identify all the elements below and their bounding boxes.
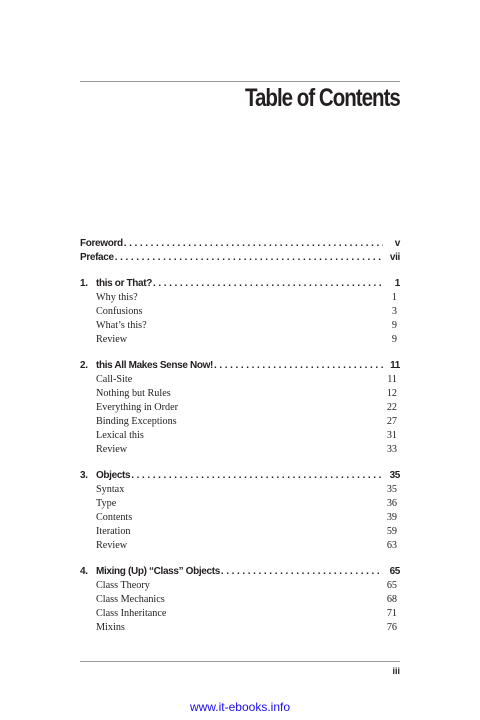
toc-chapter-2[interactable] bbox=[80, 359, 400, 373]
toc-section[interactable] bbox=[80, 621, 400, 635]
toc-entry-page: v bbox=[394, 238, 400, 249]
section-label: What’s this? bbox=[96, 320, 147, 331]
top-rule bbox=[80, 81, 400, 82]
section-page: 12 bbox=[386, 388, 397, 399]
section-page: 33 bbox=[386, 444, 397, 455]
chapter-number: 3. bbox=[80, 470, 88, 481]
section-label: Call-Site bbox=[96, 374, 133, 385]
toc-entry-foreword[interactable] bbox=[80, 237, 400, 251]
dot-leader bbox=[131, 469, 383, 483]
toc-chapter-4[interactable] bbox=[80, 565, 400, 579]
bottom-rule bbox=[80, 661, 400, 662]
section-page: 3 bbox=[391, 306, 397, 317]
section-label: Iteration bbox=[96, 526, 131, 537]
footer-link[interactable]: www.it-ebooks.info bbox=[189, 700, 291, 714]
toc-section[interactable] bbox=[80, 319, 400, 333]
toc-section[interactable] bbox=[80, 333, 400, 347]
chapter-number: 1. bbox=[80, 278, 88, 289]
toc-section[interactable] bbox=[80, 373, 400, 387]
chapter-title: Objects bbox=[96, 470, 131, 481]
page-title: Table of Contents bbox=[245, 84, 400, 112]
section-page: 35 bbox=[386, 484, 397, 495]
chapter-page: 11 bbox=[390, 360, 400, 371]
chapter-page: 1 bbox=[394, 278, 400, 289]
chapter-title: this All Makes Sense Now! bbox=[96, 360, 214, 371]
section-label: Lexical this bbox=[96, 430, 144, 441]
chapter-number: 4. bbox=[80, 566, 88, 577]
section-label: Contents bbox=[96, 512, 133, 523]
toc-entry-page: vii bbox=[389, 252, 400, 263]
toc-section[interactable] bbox=[80, 401, 400, 415]
section-label: Syntax bbox=[96, 484, 125, 495]
chapter-page: 65 bbox=[389, 566, 400, 577]
section-label: Review bbox=[96, 444, 128, 455]
section-page: 63 bbox=[386, 540, 397, 551]
toc-section[interactable] bbox=[80, 525, 400, 539]
dot-leader bbox=[115, 251, 383, 265]
section-page: 68 bbox=[386, 594, 397, 605]
toc-section[interactable] bbox=[80, 539, 400, 553]
toc-section[interactable] bbox=[80, 305, 400, 319]
chapter-title: this or That? bbox=[96, 278, 153, 289]
section-label: Mixins bbox=[96, 622, 125, 633]
toc-section[interactable] bbox=[80, 497, 400, 511]
section-label: Type bbox=[96, 498, 117, 509]
section-page: 22 bbox=[386, 402, 397, 413]
section-page: 27 bbox=[386, 416, 397, 427]
section-page: 59 bbox=[386, 526, 397, 537]
dot-leader bbox=[153, 277, 383, 291]
toc-chapter-3[interactable] bbox=[80, 469, 400, 483]
section-page: 31 bbox=[386, 430, 397, 441]
dot-leader bbox=[221, 565, 383, 579]
toc-section[interactable] bbox=[80, 511, 400, 525]
toc-section[interactable] bbox=[80, 579, 400, 593]
toc-chapter-1[interactable] bbox=[80, 277, 400, 291]
toc-section[interactable] bbox=[80, 429, 400, 443]
section-label: Review bbox=[96, 334, 128, 345]
chapter-page: 35 bbox=[389, 470, 400, 481]
toc-section[interactable] bbox=[80, 291, 400, 305]
section-page: 9 bbox=[391, 334, 397, 345]
section-label: Everything in Order bbox=[96, 402, 179, 413]
section-page: 76 bbox=[386, 622, 397, 633]
chapter-title: Mixing (Up) “Class” Objects bbox=[96, 566, 220, 577]
section-page: 65 bbox=[386, 580, 397, 591]
section-label: Why this? bbox=[96, 292, 138, 303]
section-page: 71 bbox=[386, 608, 397, 619]
section-label: Class Inheritance bbox=[96, 608, 167, 619]
section-label: Binding Exceptions bbox=[96, 416, 177, 427]
toc-section[interactable] bbox=[80, 607, 400, 621]
toc-entry-preface[interactable] bbox=[80, 251, 400, 265]
section-label: Confusions bbox=[96, 306, 143, 317]
section-page: 36 bbox=[386, 498, 397, 509]
toc-section[interactable] bbox=[80, 415, 400, 429]
section-page: 9 bbox=[391, 320, 397, 331]
page-number: iii bbox=[392, 666, 400, 676]
toc-section[interactable] bbox=[80, 593, 400, 607]
toc-section[interactable] bbox=[80, 387, 400, 401]
dot-leader bbox=[124, 237, 383, 251]
section-page: 1 bbox=[391, 292, 397, 303]
chapter-number: 2. bbox=[80, 360, 88, 371]
section-label: Review bbox=[96, 540, 128, 551]
section-label: Class Theory bbox=[96, 580, 150, 591]
dot-leader bbox=[214, 359, 383, 373]
toc-section[interactable] bbox=[80, 443, 400, 457]
toc-entry-label: Foreword bbox=[80, 238, 123, 249]
toc-entry-label: Preface bbox=[80, 252, 114, 263]
section-page: 39 bbox=[386, 512, 397, 523]
table-of-contents bbox=[80, 237, 400, 635]
section-label: Nothing but Rules bbox=[96, 388, 171, 399]
toc-section[interactable] bbox=[80, 483, 400, 497]
section-label: Class Mechanics bbox=[96, 594, 165, 605]
section-page: 11 bbox=[387, 374, 397, 385]
